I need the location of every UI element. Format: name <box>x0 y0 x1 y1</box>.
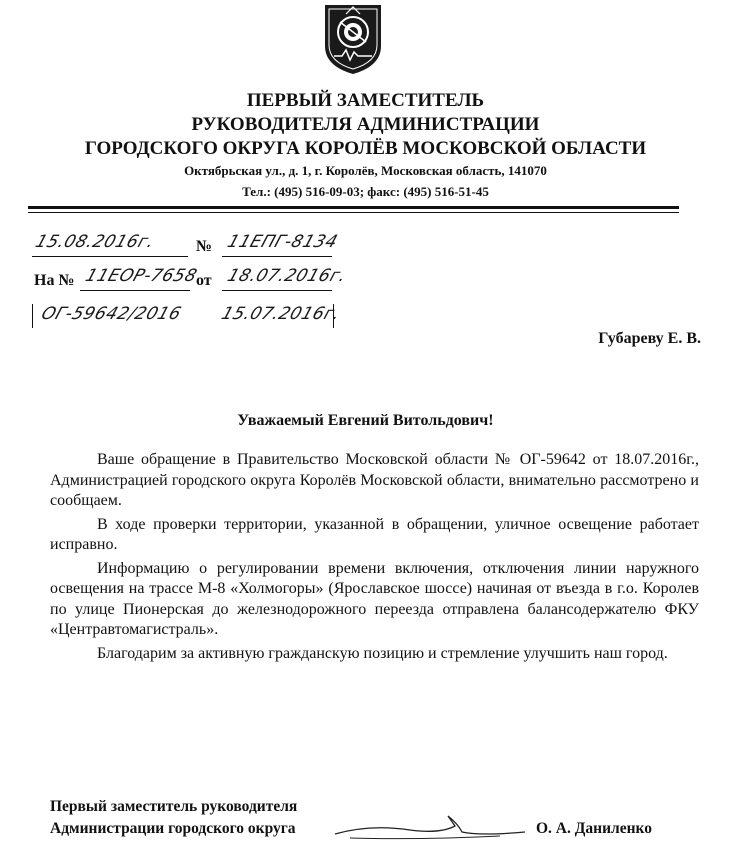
signer-position-line-1: Первый заместитель руководителя <box>50 798 298 815</box>
header-divider-thin <box>28 212 679 213</box>
reference-from-label: от <box>196 272 212 289</box>
reference-number-underline <box>80 290 190 291</box>
outgoing-number-underline <box>222 256 332 257</box>
letter-body <box>50 450 699 667</box>
header-line-3: ГОРОДСКОГО ОКРУГА КОРОЛЁВ МОСКОВСКОЙ ОБЛАСТИ <box>84 138 647 159</box>
addressee: Губареву Е. В. <box>598 330 701 347</box>
body-paragraph: Благодарим за активную гражданскую позицию и стремление улучшить наш город. <box>97 644 668 662</box>
stamp-date: 15.07.2016г. <box>218 304 343 324</box>
outgoing-date: 15.08.2016г. <box>32 232 157 252</box>
header-line-1: ПЕРВЫЙ ЗАМЕСТИТЕЛЬ <box>246 90 485 111</box>
reference-date: 18.07.2016г. <box>224 266 349 286</box>
stamp-number: ОГ-59642/2016 <box>38 304 184 324</box>
reference-number-label: На № <box>34 272 75 289</box>
signer-position-line-2: Администрации городского округа <box>50 820 296 837</box>
reference-date-underline <box>222 290 332 291</box>
outgoing-date-underline <box>32 256 188 257</box>
header-phones: Тел.: (495) 516-09-03; факс: (495) 516-51-45 <box>242 184 489 199</box>
header-divider-thick <box>28 206 679 209</box>
outgoing-number: 11ЕПГ-8134 <box>224 232 341 252</box>
city-coat-of-arms-icon <box>322 2 384 76</box>
header-line-2: РУКОВОДИТЕЛЯ АДМИНИСТРАЦИИ <box>191 114 540 135</box>
signer-name: О. А. Даниленко <box>536 820 653 837</box>
reference-number: 11ЕОР-7658 <box>82 266 200 286</box>
body-paragraph: Информацию о регулировании времени включения, отключения линии наружного освещения на трассе М-8 «Холмогоры» (Ярославское шоссе) начиная от въезда в г.о. Королев по улице Пионерская до железнодорожного переезда отправлена балансодержателю ФКУ «Центравтомагистраль». <box>50 559 699 638</box>
body-paragraph: В ходе проверки территории, указанной в обращении, уличное освещение работает исправно. <box>50 515 699 553</box>
outgoing-number-label: № <box>196 238 213 255</box>
header-address: Октябрьская ул., д. 1, г. Королёв, Московская область, 141070 <box>184 163 547 178</box>
handwritten-signature-icon <box>330 812 530 842</box>
body-paragraph: Ваше обращение в Правительство Московской области № ОГ-59642 от 18.07.2016г., Администрацией городского округа Королёв Московской области, внимательно рассмотрено и сообщаем. <box>50 451 699 509</box>
salutation: Уважаемый Евгений Витольдович! <box>237 412 494 429</box>
